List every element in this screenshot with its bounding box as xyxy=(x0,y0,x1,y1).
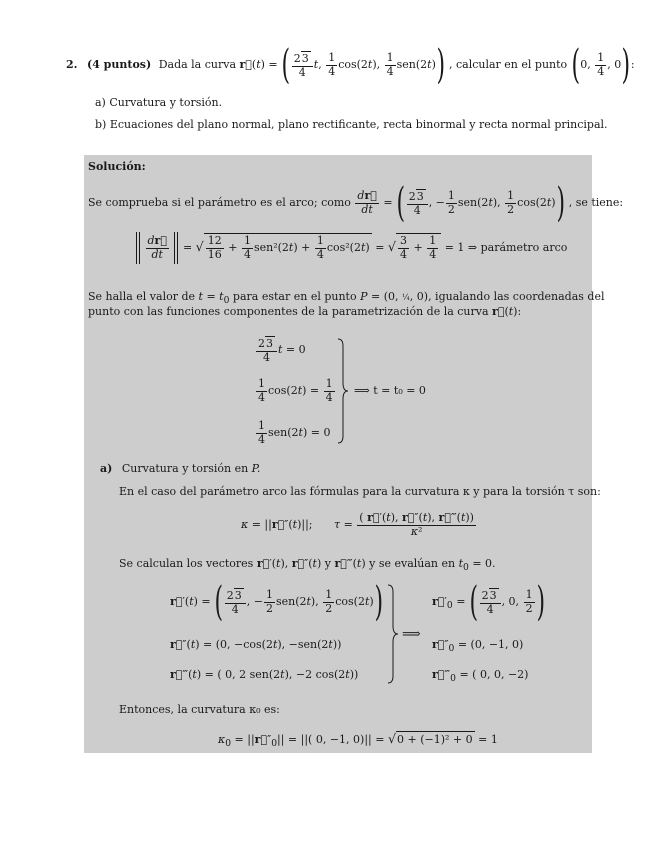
solution-title-text: Solución: xyxy=(88,160,146,173)
para1-start: Se comprueba si el parámetro es el arco; como xyxy=(88,196,351,209)
para2-b: para estar en el punto xyxy=(232,290,357,303)
curvature-text: Entonces, la curvatura κ₀ es: xyxy=(119,703,280,716)
section-a-label: a) xyxy=(100,462,113,475)
para1-end: , se tiene: xyxy=(568,196,624,209)
section-a-heading xyxy=(100,462,260,475)
para2-a: Se halla el valor de xyxy=(88,290,196,303)
solution-title xyxy=(88,160,146,173)
problem-points: (4 puntos) xyxy=(86,58,152,71)
derivative-expression: $\frac{dr⃗}{dt}$ = ( $\frac{23}{4}$ , − $\frac{1}{2}$ sen(2t), $\frac{1}{2}$ cos(2t)) xyxy=(357,180,565,226)
target-point: (0, $\frac{1}{4}$ , 0): xyxy=(571,42,635,88)
problem-intro: Dada la curva xyxy=(158,58,237,71)
problem-statement xyxy=(66,42,635,88)
r0-prime: $r⃗'_0$ = ( $\frac{23}{4}$ , 0, $\frac{1}{2}$ ) xyxy=(432,579,545,625)
r-triple-prime: r⃗‴(t) = ( 0, 2 sen(2t), −2 cos(2t)) xyxy=(170,668,359,681)
system-result: ⟹ t = t₀ = 0 xyxy=(354,384,426,397)
system-eq2: $\frac{1}{4}$ cos(2t) = $\frac{1}{4}$ xyxy=(258,377,333,404)
r0-triple-prime: $r⃗‴_0$ = ( 0, 0, −2) xyxy=(432,668,529,685)
curve-definition: r⃗(t) = ( $\frac{23}{4}$ t, $\frac{1}{4}$ cos(2t), $\frac{1}{4}$ sen(2t)) xyxy=(239,42,445,88)
right-brace-2 xyxy=(386,584,400,684)
r-double-prime: r⃗″(t) = (0, −cos(2t), −sen(2t)) xyxy=(170,638,342,651)
curvature-result: $\kappa_0$ = $||r⃗''_0||$ = ||( 0, −1, 0)|| = √0 + (−1)² + 0 = 1 xyxy=(218,731,498,750)
para2-c: , igualando las coordenadas del xyxy=(428,290,605,303)
kappa-tau-formulas: κ = ||r⃗″(t)||; τ = $\frac{( r⃗'(t), r⃗''(t), r⃗‴(t))}{\text{κ²}}$ xyxy=(241,511,474,538)
r0-double-prime: $r⃗''_0 = (0$, −1, 0) xyxy=(432,638,524,655)
para2-line1: Se halla el valor de $t = t_0$ para estar en el punto P = (0, ¼, 0), igualando las coordenadas del xyxy=(88,290,605,307)
norm-result: = 1 ⇒ parámetro arco xyxy=(444,241,568,254)
system-eq3: $\frac{1}{4}$ sen(2t) = 0 xyxy=(258,419,331,446)
system-eq1: $\frac{23}{4}$ t = 0 xyxy=(258,337,306,364)
para1 xyxy=(88,180,624,226)
implies-arrow: ⟹ xyxy=(402,627,421,642)
item-a: a) Curvatura y torsión. xyxy=(95,96,223,109)
para2-line2: punto con las funciones componentes de la parametrización de la curva r⃗(t): xyxy=(88,305,522,318)
vectors-text: Se calculan los vectores r⃗′(t), r⃗″(t) y r⃗‴(t) y se evalúan en $t_0 = 0$. xyxy=(119,557,496,574)
r-prime: r⃗′(t) = ( $\frac{23}{4}$ , − $\frac{1}{2}$ sen(2t), $\frac{1}{2}$ cos(2t)) xyxy=(170,579,383,625)
vectors-text-a: Se calculan los vectores xyxy=(119,557,254,570)
norm-equation: $\frac{dr⃗}{dt}$ = √ $\frac{12}{16}$ + $\frac{1}{4}$ sen²(2t) + $\frac{1}{4}$ cos²(2t) = √ $\frac{3}{4}$ + $\frac{1}{4}$ = 1 ⇒ parámetro arco xyxy=(135,232,567,264)
vectors-text-b: y se evalúan en xyxy=(369,557,456,570)
problem-number: 2. xyxy=(66,58,78,71)
item-b: b) Ecuaciones del plano normal, plano rectificante, recta binormal y recta normal principal. xyxy=(95,118,608,131)
section-a-title: Curvatura y torsión en xyxy=(121,462,249,475)
para2-line2-text: punto con las funciones componentes de la parametrización de la curva xyxy=(88,305,489,318)
problem-calc-text: , calcular en el punto xyxy=(448,58,568,71)
section-a-point: P. xyxy=(251,462,261,475)
formulas-text: En el caso del parámetro arco las fórmulas para la curvatura κ y para la torsión τ son: xyxy=(119,485,601,498)
right-brace-1 xyxy=(336,338,350,444)
